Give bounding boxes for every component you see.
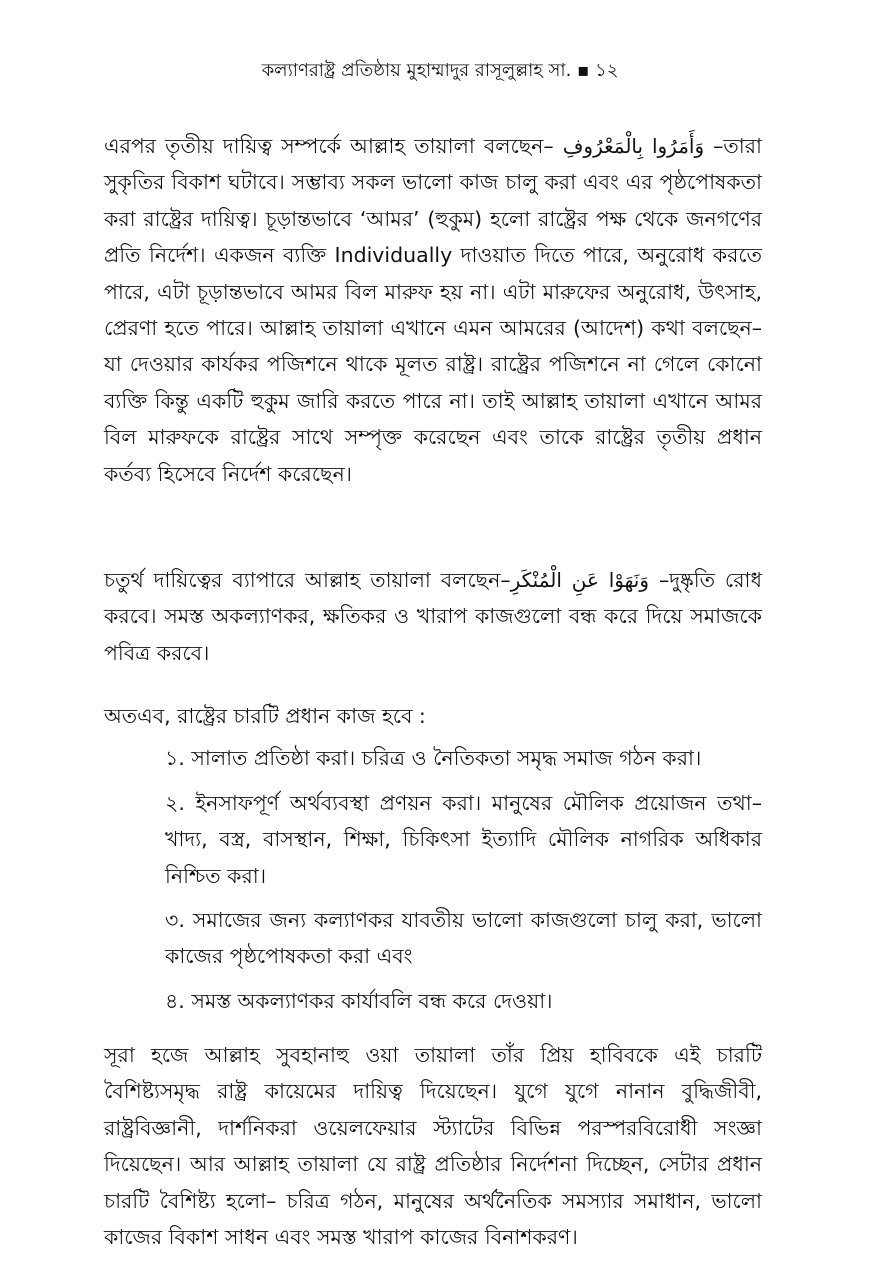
paragraph-fourth-duty bbox=[104, 562, 762, 671]
list-item-4: ৪. সমস্ত অকল্যাণকর কার্যাবলি বন্ধ করে দেওয়া। bbox=[165, 989, 553, 1013]
paragraph-third-duty-body: –তারা সুকৃতির বিকাশ ঘটাবে। সম্ভাব্য সকল ভালো কাজ চালু করা এবং এর পৃষ্ঠপোষকতা করা রাষ্ট্রের দায়িত্ব। চূড়ান্তভাবে ‘আমর’ (হুকুম) হলো রাষ্ট্রের পক্ষ থেকে জনগণের প্রতি নির্দেশ। একজন ব্যক্তি Individually দাওয়াত দিতে পারে, অনুরোধ করতে পারে, এটা চূড়ান্তভাবে আমর বিল মারুফ হয় না। এটা মারুফের অনুরোধ, উৎসাহ, প্রেরণা হতে পারে। আল্লাহ তায়ালা এখানে এমন আমরের (আদেশ) কথা বলছেন– যা দেওয়ার কার্যকর পজিশনে থাকে মূলত রাষ্ট্র। রাষ্ট্রের পজিশনে না গেলে কোনো ব্যক্তি কিন্তু একটি হুকুম জারি করতে পারে না। তাই আল্লাহ তায়ালা এখানে আমর বিল মারুফকে রাষ্ট্রের সাথে সম্পৃক্ত করেছেন এবং তাকে রাষ্ট্রের তৃতীয় প্রধান কর্তব্য হিসেবে নির্দেশ করেছেন। bbox=[104, 134, 762, 486]
paragraph-fourth-duty-intro: চতুর্থ দায়িত্বের ব্যাপারে আল্লাহ তায়ালা বলছেন– bbox=[104, 568, 511, 592]
paragraph-fourth-duty-body: –দুষ্কৃতি রোধ করবে। সমস্ত অকল্যাণকর, ক্ষতিকর ও খারাপ কাজগুলো বন্ধ করে দিয়ে সমাজকে পবিত্র করবে। bbox=[104, 568, 762, 665]
paragraph-surah-hajj: সূরা হজে আল্লাহ সুবহানাহু ওয়া তায়ালা তাঁর প্রিয় হাবিবকে এই চারটি বৈশিষ্ট্যসমৃদ্ধ রাষ্ট্র কায়েমের দায়িত্ব দিয়েছেন। যুগে যুগে নানান বুদ্ধিজীবী, রাষ্ট্রবিজ্ঞানী, দার্শনিকরা ওয়েলফেয়ার স্ট্যাটের বিভিন্ন পরস্পরবিরোধী সংজ্ঞা দিয়েছেন। আর আল্লাহ তায়ালা যে রাষ্ট্র প্রতিষ্ঠার নির্দেশনা দিচ্ছেন, সেটার প্রধান চারটি বৈশিষ্ট্য হলো– চরিত্র গঠন, মানুষের অর্থনৈতিক সমস্যার সমাধান, ভালো কাজের বিকাশ সাধন এবং সমস্ত খারাপ কাজের বিনাশকরণ। bbox=[104, 1043, 762, 1250]
arabic-quote-nahi-anil-munkar: وَنَهَوْا عَنِ الْمُنْكَرِ bbox=[510, 568, 650, 592]
paragraph-third-duty-intro: এরপর তৃতীয় দায়িত্ব সম্পর্কে আল্লাহ তায়ালা বলছেন– bbox=[104, 134, 554, 158]
paragraph-third-duty bbox=[104, 128, 762, 492]
paragraph-four-tasks-intro: অতএব, রাষ্ট্রের চারটি প্রধান কাজ হবে : bbox=[104, 704, 426, 728]
list-item-2: ২. ইনসাফপূর্ণ অর্থব্যবস্থা প্রণয়ন করা। মানুষের মৌলিক প্রয়োজন তথা– খাদ্য, বস্ত্র, বাসস্থান, শিক্ষা, চিকিৎসা ইত্যাদি মৌলিক নাগরিক অধিকার নিশ্চিত করা। bbox=[165, 791, 762, 888]
list-item-3: ৩. সমাজের জন্য কল্যাণকর যাবতীয় ভালো কাজগুলো চালু করা, ভালো কাজের পৃষ্ঠপোষকতা করা এবং bbox=[165, 908, 762, 969]
running-header: কল্যাণরাষ্ট্র প্রতিষ্ঠায় মুহাম্মাদুর রাসূলুল্লাহ সা. ▪ ১২ bbox=[261, 60, 619, 81]
arabic-quote-amr-bil-maruf: وَأَمَرُوا بِالْمَعْرُوفِ bbox=[562, 134, 705, 158]
list-item-1: ১. সালাত প্রতিষ্ঠা করা। চরিত্র ও নৈতিকতা সমৃদ্ধ সমাজ গঠন করা। bbox=[165, 746, 702, 770]
